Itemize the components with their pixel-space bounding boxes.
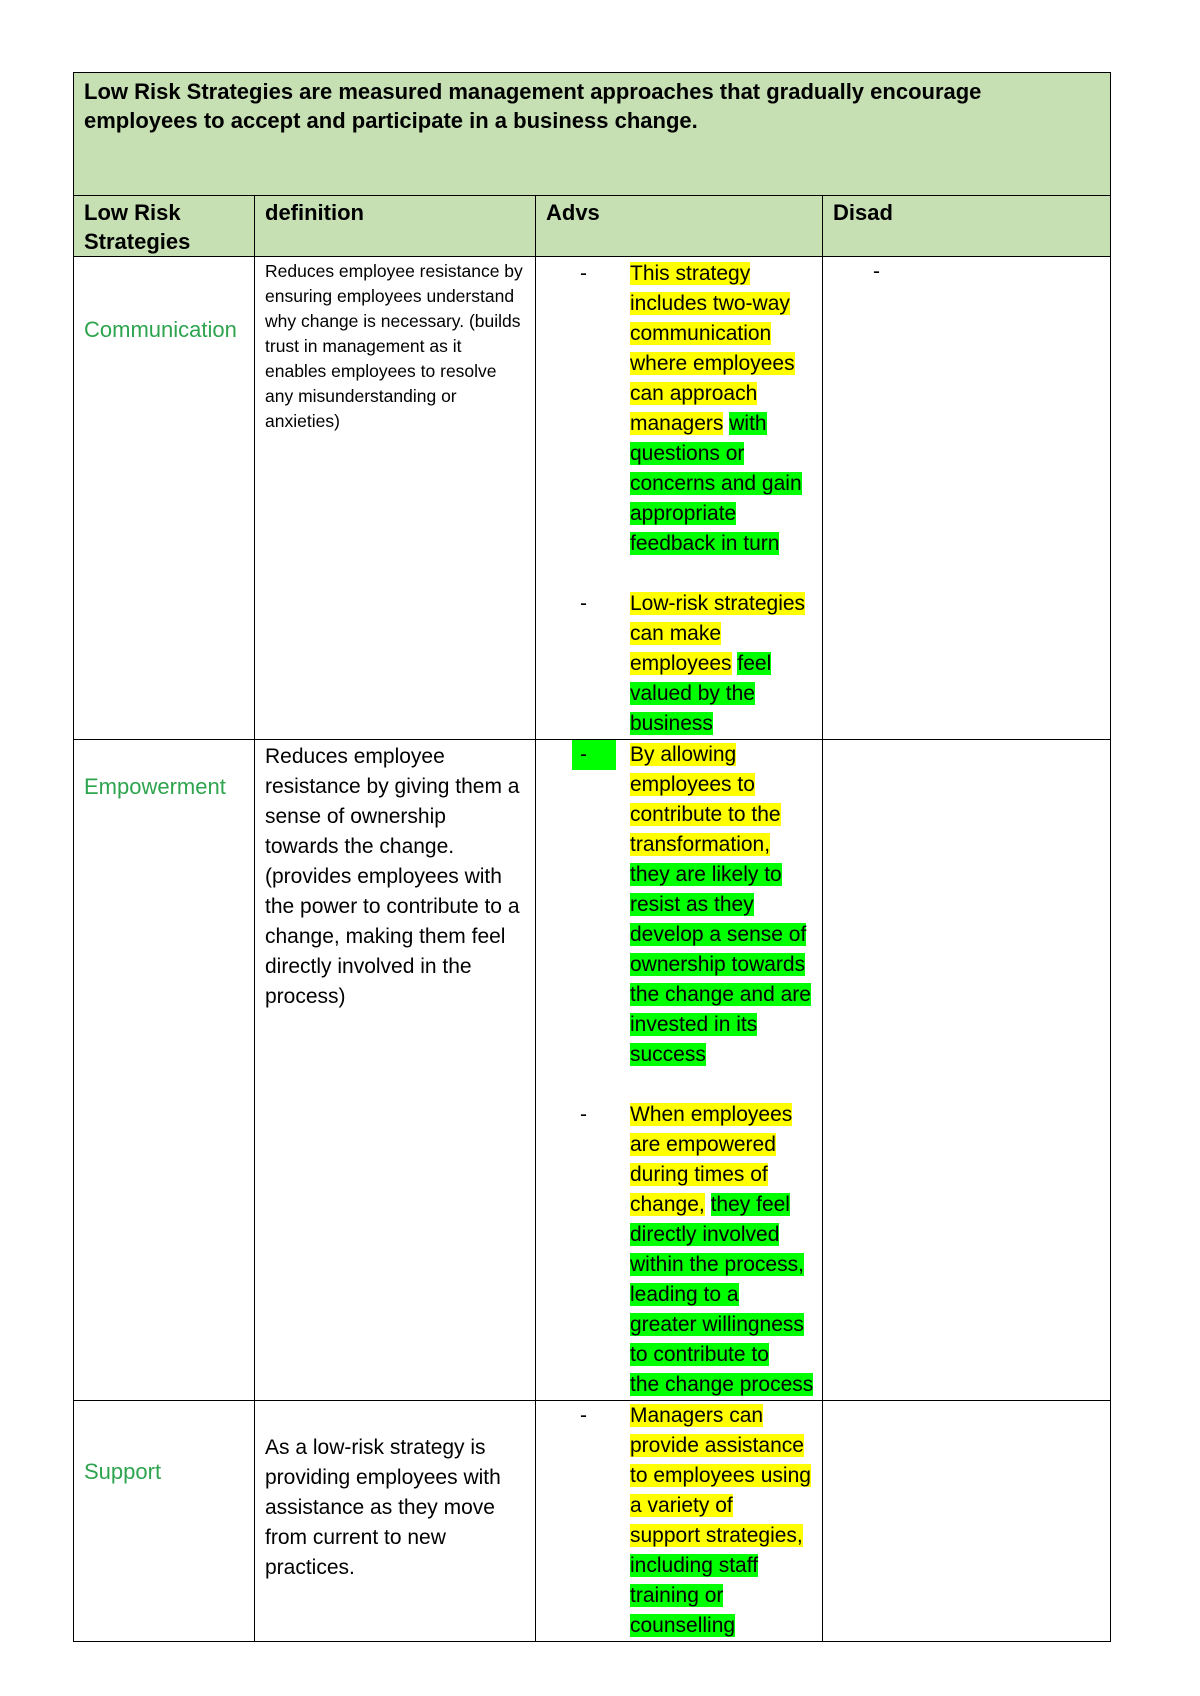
table-row [74,257,1111,740]
strategy-name [74,257,255,740]
bullet-dash: - [580,592,587,615]
adv-text: Managers can provide assistance to employees using a variety of support strategies, including staff training or counselling [630,1404,811,1637]
strategy-name [74,740,255,1401]
adv-text: Low-risk strategies can make employees feel valued by the business [630,592,806,735]
adv-item [536,1100,822,1400]
strategy-disad [823,740,1111,1401]
strategy-definition: Reduces employee resistance by giving them a sense of ownership towards the change. (provides employees with the power to contribute to a change, making them feel directly involved in the process) [255,740,536,1401]
header-definition: definition [255,196,536,257]
adv-item [536,1401,822,1641]
intro-row [74,73,1111,196]
intro-text: Low Risk Strategies are measured management approaches that gradually encourage employees to accept and participate in a business change. [74,73,1111,196]
strategy-definition: As a low-risk strategy is providing employees with assistance as they move from current to new practices. [255,1401,536,1642]
strategy-advs [536,740,823,1401]
bullet-dash: - [580,1103,587,1126]
bullet-dash: - [580,262,587,285]
header-row [74,196,1111,257]
strategy-definition: Reduces employee resistance by ensuring employees understand why change is necessary. (builds trust in management as it enables employees to resolve any misunderstanding or anxieties) [255,257,536,740]
adv-item [536,589,822,739]
bullet-dash: - [580,1404,587,1427]
strategy-name-text: Support [84,1459,162,1484]
table-row [74,740,1111,1401]
strategies-table [73,72,1111,1642]
adv-item [536,257,822,559]
strategy-disad: - [823,257,1111,740]
adv-text: By allowing employees to contribute to the transformation, they are likely to resist as they develop a sense of ownership towards the change and are invested in its success [630,743,811,1066]
bullet-dash: - [536,740,630,1070]
strategy-name-text: Communication [84,317,237,342]
adv-item [536,740,822,1070]
strategy-disad [823,1401,1111,1642]
strategy-advs [536,1401,823,1642]
adv-text: When employees are empowered during times of change, they feel directly involved within the process, leading to a greater willingness to contribute to the change process [630,1103,814,1396]
strategy-advs [536,257,823,740]
header-disad: Disad [823,196,1111,257]
header-advs: Advs [536,196,823,257]
strategy-name-text: Empowerment [84,774,226,799]
header-strategies: Low Risk Strategies [74,196,255,257]
table-row [74,1401,1111,1642]
adv-text: This strategy includes two-way communication where employees can approach managers with questions or concerns and gain appropriate feedback in turn [630,262,802,555]
strategy-name [74,1401,255,1642]
